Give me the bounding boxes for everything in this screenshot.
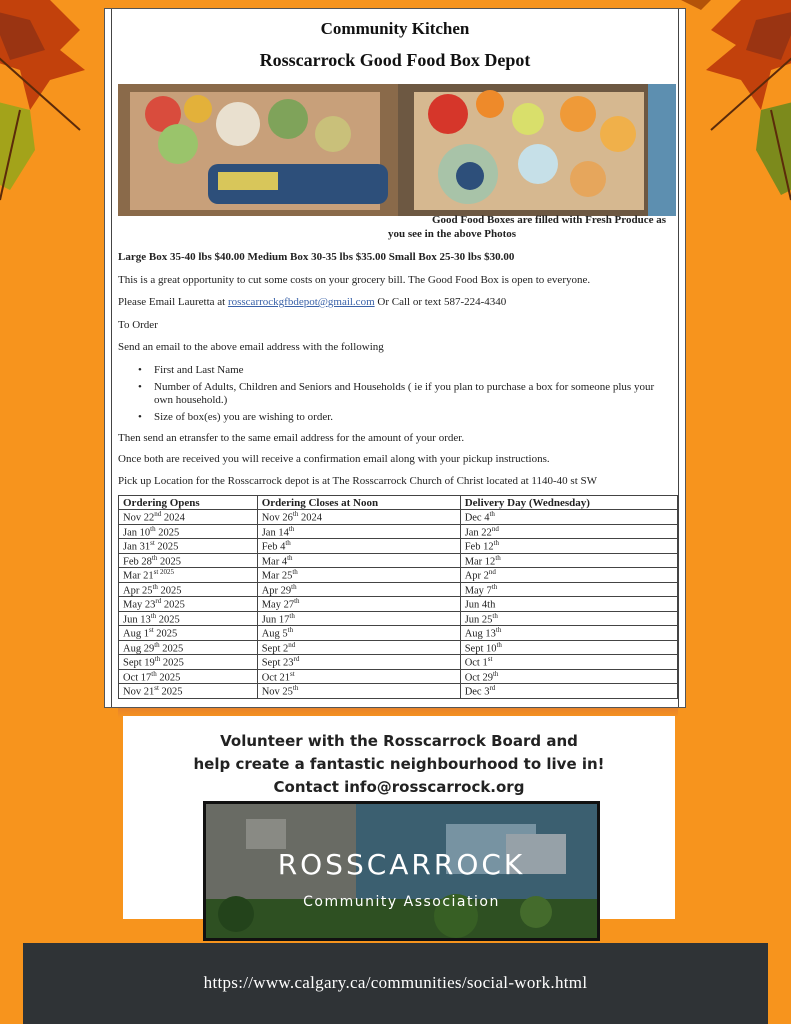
ordinal-suffix: nd [288,640,296,649]
date-text: May 7 [464,585,492,597]
ordinal-suffix: th [152,582,158,591]
date-text: Mar 4 [261,556,288,568]
ordinal-suffix: st [150,539,155,548]
table-cell [257,553,460,568]
community-association-logo [203,801,600,941]
table-cell [119,597,258,612]
box-sizes-prices: Large Box 35-40 lbs $40.00 Medium Box 30-35 lbs $35.00 Small Box 25-30 lbs $30.00 [118,251,515,263]
logo-name: ROSSCARROCK [277,848,526,881]
ordinal-suffix: th [493,539,500,548]
volunteer-message [123,730,675,799]
year-text: 2024 [161,512,185,524]
table-cell [460,611,677,626]
date-text: May 23 [123,599,156,611]
list-item: • Size of box(es) you are wishing to order. [138,411,672,424]
ordinal-suffix: rd [293,655,300,664]
volunteer-contact: Contact info@rosscarrock.org [273,778,525,796]
ordinal-suffix: th [292,568,298,577]
email-prefix: Please Email Lauretta at [118,296,226,308]
ordering-schedule-table [118,495,678,699]
table-cell [119,524,258,539]
date-text: Nov 21 [123,686,155,698]
ordinal-suffix: th [288,524,295,533]
date-text: Jan 14 [261,527,289,539]
table-cell [119,611,258,626]
table-row [119,539,678,554]
year-text: 2025 [157,585,182,597]
date-text: Sept 2 [261,643,289,655]
ordinal-suffix: st [154,684,159,693]
volunteer-line1: Volunteer with the Rosscarrock Board and [220,732,578,750]
date-text: Feb 28 [123,556,152,568]
table-cell [257,655,460,670]
header-ordering-opens: Ordering Opens [119,496,258,510]
date-text: Sept 23 [261,657,294,669]
date-text: Apr 29 [261,585,292,597]
date-text: May 27 [261,599,295,611]
date-text: Feb 12 [464,541,494,553]
header-delivery-day: Delivery Day (Wednesday) [460,496,677,510]
table-cell [257,669,460,684]
photo-caption-line1: Good Food Boxes are filled with Fresh Produce as [431,214,666,226]
year-text: 2025 [157,556,181,568]
table-row [119,684,678,699]
ordinal-suffix: th [495,553,501,562]
table-row [119,568,678,583]
year-text: 2025 [153,628,178,640]
list-item: • Number of Adults, Children and Seniors and Households ( ie if you plan to purchase a box for someone plus your own household.) [138,381,672,407]
ordinal-suffix: th [289,611,295,620]
ordinal-suffix: nd [154,510,162,519]
table-cell [257,597,460,612]
year-text: 2025 [159,643,184,655]
table-cell [257,539,460,554]
ordinal-suffix: th [495,626,502,635]
header-ordering-closes: Ordering Closes at Noon [257,496,460,510]
etransfer-instruction: Then send an etransfer to the same email address for the amount of your order. [118,432,465,444]
intro-text: This is a great opportunity to cut some costs on your grocery bill. The Good Food Box is open to everyone. [118,274,591,286]
date-text: Sept 19 [123,657,155,669]
contact-line [118,296,672,308]
table-cell [119,568,258,583]
date-text: Aug 1 [123,628,149,640]
table-cell [119,684,258,699]
ordinal-suffix: st [148,626,154,635]
document-frame [111,9,679,707]
table-row [119,640,678,655]
table-cell [257,524,460,539]
ordinal-suffix: th [287,553,293,562]
table-cell [257,640,460,655]
confirmation-text: Once both are received you will receive a confirmation email along with your pickup instructions. [118,453,550,465]
table-cell [257,684,460,699]
ordinal-suffix: th [150,611,157,620]
ordinal-suffix: th [491,582,498,591]
date-text: Mar 21 [123,570,154,582]
ordinal-suffix: th [492,669,499,678]
table-header-row [119,496,678,510]
schedule-rows [119,510,678,699]
date-text: Jan 22 [464,527,492,539]
table-cell [460,684,677,699]
date-text: Oct 29 [464,672,493,684]
ordinal-suffix: th [154,655,161,664]
table-row [119,582,678,597]
ordinal-suffix: st [290,669,295,678]
date-text: Oct 17 [123,672,152,684]
date-text: Aug 13 [464,628,496,640]
ordinal-suffix: st [487,655,493,664]
ordinal-suffix: th [489,510,495,519]
table-row [119,669,678,684]
table-row [119,553,678,568]
year-text: 2025 [155,527,180,539]
footer-bar [23,943,768,1024]
table-cell [460,539,677,554]
table-cell [119,539,258,554]
table-cell [460,597,677,612]
date-text: Apr 25 [123,585,153,597]
ordinal-suffix: th [294,597,300,606]
ordinal-suffix: th [492,611,498,620]
table-cell [460,669,677,684]
date-text: Dec 4 [464,512,490,524]
table-cell [460,524,677,539]
ordinal-suffix: th [151,669,157,678]
date-text: Oct 21 [261,672,290,684]
ordinal-suffix: rd [489,684,496,693]
table-cell [257,611,460,626]
table-cell [257,568,460,583]
footer-url-link[interactable]: https://www.calgary.ca/communities/social-work.html [203,973,588,992]
table-cell [119,582,258,597]
year-text: 2025 [156,672,181,684]
date-text: Jun 17 [261,614,290,626]
date-text: Mar 25 [261,570,293,582]
ordinal-suffix: nd [491,524,499,533]
table-cell [460,640,677,655]
date-text: Jun 4th [464,599,496,611]
table-cell [460,626,677,641]
date-text: Aug 5 [261,628,288,640]
document-title: Community Kitchen [320,19,470,38]
table-row [119,626,678,641]
table-cell [119,640,258,655]
date-text: Jun 13 [123,614,151,626]
table-cell [119,553,258,568]
ordinal-suffix: th [292,510,299,519]
send-email-instruction: Send an email to the above email address with the following [118,341,384,353]
order-requirements-list [138,364,672,428]
ordinal-suffix: st 2025 [153,568,175,577]
table-cell [257,510,460,525]
table-cell [257,626,460,641]
date-text: Jan 10 [123,527,151,539]
table-cell [460,553,677,568]
photo-caption-line2: you see in the above Photos [387,228,517,240]
produce-boxes-photo [118,84,676,216]
date-text: Nov 25 [261,686,293,698]
date-text: Apr 2 [464,570,489,582]
date-text: Dec 3 [464,686,490,698]
year-text: 2024 [298,512,322,524]
year-text: 2025 [160,657,184,669]
photo-caption [112,214,672,240]
date-text: Nov 22 [123,512,155,524]
table-row [119,510,678,525]
ordinal-suffix: th [287,626,294,635]
list-item: • First and Last Name [138,364,672,377]
document-subtitle: Rosscarrock Good Food Box Depot [259,50,531,70]
table-cell [460,582,677,597]
ordinal-suffix: th [285,539,291,548]
date-text: Oct 1 [464,657,488,669]
year-text: 2025 [156,614,180,626]
table-cell [460,655,677,670]
table-cell [119,669,258,684]
year-text: 2025 [154,541,179,553]
ordinal-suffix: th [150,524,156,533]
autumn-leaves-left-decoration [0,0,110,210]
ordinal-suffix: th [154,640,160,649]
volunteer-line2: help create a fantastic neighbourhood to live in! [193,755,605,773]
table-cell [460,510,677,525]
table-row [119,611,678,626]
year-text: 2025 [161,599,185,611]
ordinal-suffix: th [291,582,297,591]
to-order-heading: To Order [118,319,158,331]
date-text: Nov 26 [261,512,293,524]
ordinal-suffix: th [151,553,158,562]
depot-email-link[interactable]: rosscarrockgfbdepot@gmail.com [227,296,375,308]
ordinal-suffix: nd [488,568,496,577]
table-row [119,524,678,539]
logo-tagline: Community Association [303,894,500,910]
pickup-location: Pick up Location for the Rosscarrock depot is at The Rosscarrock Church of Christ located at 1140-40 st SW [118,475,598,487]
ordinal-suffix: th [496,640,502,649]
date-text: Mar 12 [464,556,496,568]
table-row [119,597,678,612]
ordinal-suffix: rd [155,597,162,606]
table-cell [119,510,258,525]
table-cell [119,626,258,641]
date-text: Aug 29 [123,643,155,655]
date-text: Sept 10 [464,643,497,655]
table-cell [119,655,258,670]
date-text: Feb 4 [261,541,286,553]
date-text: Jan 31 [123,541,151,553]
table-cell [257,582,460,597]
table-row [119,655,678,670]
flyer-document [104,8,686,708]
table-cell [460,568,677,583]
year-text: 2025 [158,686,183,698]
ordinal-suffix: th [292,684,299,693]
date-text: Jun 25 [464,614,493,626]
email-suffix: Or Call or text 587-224-4340 [377,296,507,308]
